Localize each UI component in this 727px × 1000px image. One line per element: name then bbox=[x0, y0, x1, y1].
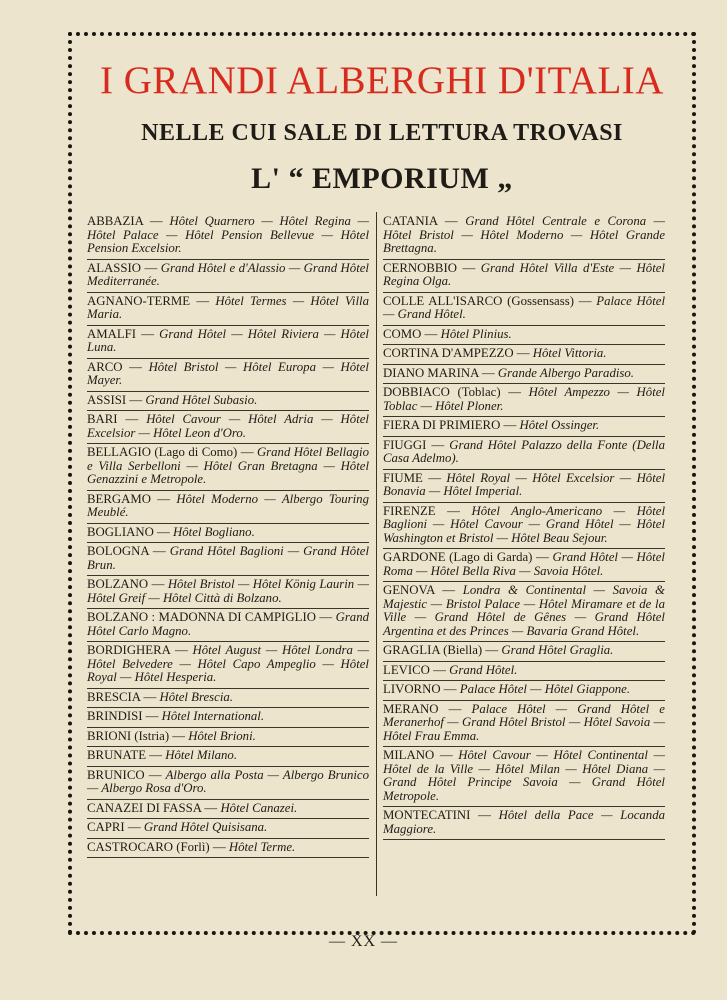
separator: — bbox=[438, 701, 472, 716]
hotel-names: Londra & Continental — Savoia & Majestic — Bristol Palace — Hôtel Miramare et de la Ville — Grand Hôtel de Gênes — Grand Hôtel Argentina et des Princes — Bavaria Grand Hôtel. bbox=[383, 583, 665, 638]
town-name: AMALFI bbox=[87, 326, 137, 341]
town-name: COMO bbox=[383, 326, 422, 341]
town-name: ABBAZIA bbox=[87, 214, 144, 228]
town-name: BRUNATE bbox=[87, 748, 147, 762]
hotel-names: Hôtel Anglo-Americano — Hôtel Baglioni — Hôtel Cavour — Grand Hôtel — Hôtel Washington et Bristol — Hôtel Beau Sejour. bbox=[383, 503, 665, 545]
separator: — bbox=[470, 808, 499, 822]
hotel-names: Grand Hôtel — Hôtel Riviera — Hôtel Luna. bbox=[87, 326, 369, 354]
hotel-names: Grand Hôtel e d'Alassio — Grand Hôtel Mediterranée. bbox=[87, 260, 369, 288]
hotel-listing bbox=[87, 213, 369, 260]
separator: — bbox=[143, 214, 170, 228]
separator: — bbox=[478, 365, 498, 380]
hotel-names: Hôtel International. bbox=[161, 709, 265, 723]
hotel-listing bbox=[383, 365, 665, 385]
hotel-listing bbox=[87, 411, 369, 444]
hotel-listing bbox=[87, 293, 369, 326]
town-name: CANAZEI DI FASSA bbox=[87, 800, 202, 815]
separator: — bbox=[201, 800, 221, 815]
hotel-listing bbox=[87, 839, 369, 859]
hotel-listing bbox=[383, 642, 665, 662]
town-name: CORTINA D'AMPEZZO bbox=[383, 346, 514, 360]
hotel-names: Hôtel Bristol — Hôtel Europa — Hôtel Mayer. bbox=[87, 359, 369, 387]
hotel-names: Grand Hôtel Bellagio e Villa Serbelloni — Hôtel Gran Bretagna — Hôtel Genazzini e Metropole. bbox=[87, 445, 369, 486]
hotel-names: Grand Hôtel Carlo Magno. bbox=[87, 610, 369, 638]
separator: — bbox=[122, 359, 149, 374]
hotel-names: Grand Hôtel. bbox=[449, 662, 518, 677]
hotel-listing bbox=[383, 582, 665, 642]
hotel-listing bbox=[87, 747, 369, 767]
town-name: LIVORNO bbox=[383, 682, 441, 696]
separator: — bbox=[315, 610, 336, 624]
hotel-listing bbox=[87, 359, 369, 392]
hotel-listing bbox=[383, 293, 665, 326]
hotel-names: Hôtel Royal — Hôtel Excelsior — Hôtel Bonavia — Hôtel Imperial. bbox=[383, 470, 666, 498]
hotel-names: Palace Hôtel — Grand Hôtel. bbox=[383, 293, 665, 321]
hotel-listing bbox=[87, 524, 369, 544]
separator: — bbox=[456, 260, 481, 275]
town-name: GRAGLIA (Biella) bbox=[383, 643, 483, 657]
town-name: CERNOBBIO bbox=[383, 260, 457, 275]
town-name: DIANO MARINA bbox=[383, 365, 479, 380]
separator: — bbox=[437, 214, 466, 228]
column-divider bbox=[376, 212, 377, 896]
town-name: FIERA DI PRIMIERO bbox=[383, 418, 501, 432]
town-name: FIUME bbox=[383, 470, 423, 485]
hotel-listing bbox=[383, 437, 665, 470]
hotel-names: Hôtel Quarnero — Hôtel Regina — Hôtel Palace — Hôtel Pension Bellevue — Hôtel Pension Excelsior. bbox=[87, 214, 369, 255]
separator: — bbox=[429, 662, 450, 677]
town-name: ALASSIO bbox=[87, 260, 142, 275]
hotel-listing bbox=[383, 503, 665, 550]
separator: — bbox=[142, 709, 162, 723]
town-name: BRUNICO bbox=[87, 767, 145, 782]
hotel-names: Grand Hôtel Villa d'Este — Hôtel Regina Olga. bbox=[383, 260, 665, 288]
separator: — bbox=[482, 643, 502, 657]
town-name: ASSISI bbox=[87, 392, 127, 407]
separator: — bbox=[513, 346, 533, 360]
hotel-listing bbox=[87, 728, 369, 748]
hotel-listing bbox=[383, 470, 665, 503]
town-name: MONTECATINI bbox=[383, 808, 471, 822]
separator: — bbox=[169, 728, 189, 743]
town-name: BRESCIA bbox=[87, 689, 141, 704]
hotel-listing bbox=[383, 681, 665, 701]
hotel-listing bbox=[87, 444, 369, 491]
town-name: BARI bbox=[87, 412, 118, 426]
hotel-names: Grand Hôtel Centrale e Corona — Hôtel Bristol — Hôtel Moderno — Hôtel Grande Brettagna. bbox=[383, 214, 665, 255]
hotel-names: Grand Hôtel — Hôtel Roma — Hôtel Bella Riva — Savoia Hôtel. bbox=[383, 550, 665, 578]
hotel-listing bbox=[87, 819, 369, 839]
hotel-names: Albergo alla Posta — Albergo Brunico — Albergo Rosa d'Oro. bbox=[87, 767, 370, 795]
hotel-listing bbox=[87, 689, 369, 709]
separator: — bbox=[573, 293, 597, 308]
hotel-names: Hôtel Plinius. bbox=[440, 326, 512, 341]
hotel-names: Palace Hôtel — Hôtel Giappone. bbox=[459, 682, 631, 696]
hotel-names: Hôtel Termes — Hôtel Villa Maria. bbox=[87, 293, 369, 321]
town-name: CASTROCARO (Forlì) bbox=[87, 839, 210, 854]
page-title: I GRANDI ALBERGHI D'ITALIA bbox=[100, 59, 664, 102]
hotel-listing bbox=[383, 326, 665, 346]
town-name: GENOVA bbox=[383, 583, 435, 597]
town-name: BELLAGIO (Lago di Como) bbox=[87, 445, 238, 459]
separator: — bbox=[237, 445, 257, 459]
separator: — bbox=[136, 326, 160, 341]
town-name: CATANIA bbox=[383, 214, 438, 228]
hotel-names: Hôtel Brescia. bbox=[159, 689, 233, 704]
hotel-names: Hôtel Bristol — Hôtel König Laurin — Hôtel Greif — Hôtel Città di Bolzano. bbox=[87, 577, 369, 605]
separator: — bbox=[440, 682, 460, 696]
town-name: FIUGGI bbox=[383, 437, 427, 452]
left-column bbox=[87, 213, 369, 858]
hotel-listing bbox=[383, 384, 665, 417]
hotel-listing bbox=[383, 213, 665, 260]
town-name: CAPRI bbox=[87, 820, 125, 834]
separator: — bbox=[126, 392, 146, 407]
town-name: BOLOGNA bbox=[87, 544, 149, 558]
hotel-names: Hôtel Milano. bbox=[165, 748, 238, 762]
separator: — bbox=[422, 470, 447, 485]
hotel-names: Grand Hôtel Baglioni — Grand Hôtel Brun. bbox=[87, 544, 369, 572]
separator: — bbox=[421, 326, 441, 341]
separator: — bbox=[190, 293, 216, 308]
separator: — bbox=[148, 577, 168, 591]
hotel-names: Grand Hôtel Subasio. bbox=[145, 392, 258, 407]
separator: — bbox=[435, 503, 472, 518]
hotel-listing bbox=[383, 417, 665, 437]
hotel-listing bbox=[383, 260, 665, 293]
hotel-names: Grand Hôtel Palazzo della Fonte (Della Casa Adelmo). bbox=[383, 437, 665, 465]
publication-name: L' “ EMPORIUM „ bbox=[251, 162, 513, 195]
hotel-listing bbox=[87, 491, 369, 524]
hotel-listing bbox=[383, 345, 665, 365]
town-name: MILANO bbox=[383, 748, 435, 762]
hotel-names: Hôtel Bogliano. bbox=[173, 524, 255, 539]
right-column bbox=[383, 213, 665, 840]
hotel-listing bbox=[87, 326, 369, 359]
hotel-listing bbox=[383, 807, 665, 840]
town-name: COLLE ALL'ISARCO (Gossensass) bbox=[383, 293, 574, 308]
separator: — bbox=[170, 643, 193, 657]
town-name: BOLZANO bbox=[87, 577, 149, 591]
town-name: BRIONI (Istria) bbox=[87, 728, 170, 743]
town-name: BORDIGHERA bbox=[87, 643, 171, 657]
hotel-names: Hôtel Terme. bbox=[228, 839, 296, 854]
separator: — bbox=[153, 524, 174, 539]
hotel-names: Hôtel Brioni. bbox=[188, 728, 256, 743]
town-name: GARDONE (Lago di Garda) bbox=[383, 550, 533, 564]
hotel-listing bbox=[383, 701, 665, 748]
separator: — bbox=[148, 544, 170, 558]
separator: — bbox=[141, 260, 161, 275]
town-name: BOGLIANO bbox=[87, 524, 154, 539]
town-name: BERGAMO bbox=[87, 491, 151, 506]
separator: — bbox=[426, 437, 450, 452]
hotel-listing bbox=[87, 708, 369, 728]
hotel-names: Hôtel Moderno — Albergo Touring Meublé. bbox=[87, 491, 369, 519]
hotel-listing bbox=[87, 543, 369, 576]
page-number: — XX — bbox=[328, 933, 399, 950]
hotel-names: Hôtel Cavour — Hôtel Continental — Hôtel de la Ville — Hôtel Milan — Hôtel Diana — Grand Hôtel Principe Savoia — Grand Hôtel Metropole. bbox=[383, 748, 665, 803]
town-name: LEVICO bbox=[383, 662, 430, 677]
hotel-names: Hôtel Ossinger. bbox=[519, 418, 600, 432]
hotel-listing bbox=[87, 260, 369, 293]
hotel-names: Hôtel Vittoria. bbox=[532, 346, 607, 360]
town-name: DOBBIACO (Toblac) bbox=[383, 385, 501, 399]
hotel-names: Grand Hôtel Graglia. bbox=[501, 643, 614, 657]
separator: — bbox=[532, 550, 553, 564]
separator: — bbox=[146, 748, 166, 762]
town-name: ARCO bbox=[87, 359, 123, 374]
separator: — bbox=[140, 689, 160, 704]
separator: — bbox=[151, 491, 177, 506]
page-subtitle: NELLE CUI SALE DI LETTURA TROVASI bbox=[141, 120, 623, 146]
hotel-names: Hôtel della Pace — Locanda Maggiore. bbox=[383, 808, 666, 836]
separator: — bbox=[500, 418, 520, 432]
town-name: MERANO bbox=[383, 701, 439, 716]
hotel-listing bbox=[87, 800, 369, 820]
hotel-names: Grande Albergo Paradiso. bbox=[497, 365, 634, 380]
hotel-listing bbox=[383, 549, 665, 582]
separator: — bbox=[434, 583, 463, 597]
town-name: AGNANO-TERME bbox=[87, 293, 191, 308]
hotel-listing bbox=[87, 767, 369, 800]
separator: — bbox=[117, 412, 147, 426]
separator: — bbox=[500, 385, 529, 399]
hotel-listing bbox=[383, 747, 665, 807]
hotel-names: Hôtel Cavour — Hôtel Adria — Hôtel Excelsior — Hôtel Leon d'Oro. bbox=[87, 412, 369, 440]
separator: — bbox=[124, 820, 144, 834]
town-name: FIRENZE bbox=[383, 503, 436, 518]
hotel-names: Palace Hôtel — Grand Hôtel e Meranerhof — Grand Hôtel Bristol — Hôtel Savoia — Hôtel Frau Emma. bbox=[383, 701, 665, 743]
hotel-listing bbox=[383, 662, 665, 682]
separator: — bbox=[144, 767, 166, 782]
separator: — bbox=[209, 839, 229, 854]
hotel-names: Grand Hôtel Quisisana. bbox=[143, 820, 268, 834]
separator: — bbox=[434, 748, 459, 762]
hotel-listing bbox=[87, 642, 369, 689]
hotel-listing bbox=[87, 392, 369, 412]
hotel-names: Hôtel August — Hôtel Londra — Hôtel Belvedere — Hôtel Capo Ampeglio — Hôtel Royal — Hôtel Hesperia. bbox=[87, 643, 369, 684]
hotel-listing bbox=[87, 609, 369, 642]
hotel-listing bbox=[87, 576, 369, 609]
town-name: BOLZANO : MADONNA DI CAMPIGLIO bbox=[87, 610, 316, 624]
town-name: BRINDISI bbox=[87, 709, 143, 723]
hotel-names: Hôtel Ampezzo — Hôtel Toblac — Hôtel Ploner. bbox=[383, 385, 665, 413]
hotel-names: Hôtel Canazei. bbox=[220, 800, 298, 815]
